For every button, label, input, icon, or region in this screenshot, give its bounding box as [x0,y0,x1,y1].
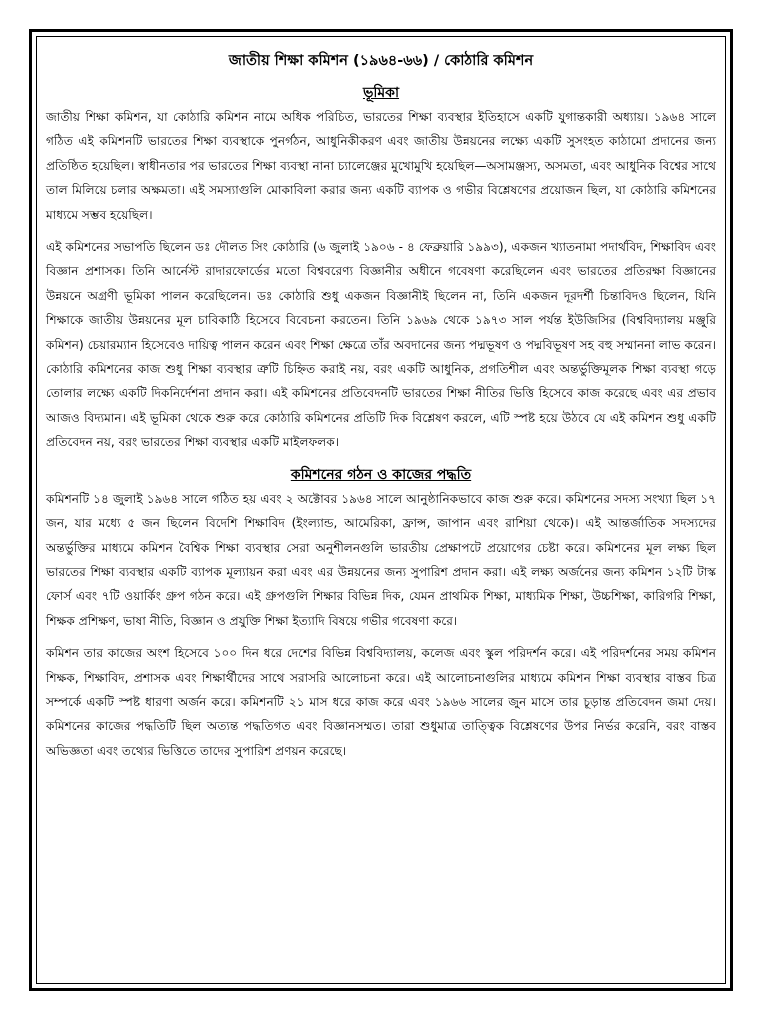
page-border-inner [36,36,726,984]
section-heading-formation [46,465,716,485]
section-heading-text: কমিশনের গঠন ও কাজের পদ্ধতি [290,466,472,483]
introduction-paragraph-1: জাতীয় শিক্ষা কমিশন, যা কোঠারি কমিশন নামে অধিক পরিচিত, ভারতের শিক্ষা ব্যবস্থার ইতিহাসে একটি যুগান্তকারী অধ্যায়। ১৯৬৪ সালে গঠিত এই কমিশনটি ভারতের শিক্ষা ব্যবস্থাকে পুনর্গঠন, আধুনিকীকরণ এবং জাতীয় উন্নয়নের লক্ষ্যে একটি সুসংহত কাঠামো প্রদানের জন্য প্রতিষ্ঠিত হয়েছিল। স্বাধীনতার পর ভারতের শিক্ষা ব্যবস্থা নানা চ্যালেঞ্জের মুখোমুখি হয়েছিল—অসামঞ্জস্য, অসমতা, এবং আধুনিক বিশ্বের সাথে তাল মিলিয়ে চলার অক্ষমতা। এই সমস্যাগুলি মোকাবিলা করার জন্য একটি ব্যাপক ও গভীর বিশ্লেষণের প্রয়োজন ছিল, যা কোঠারি কমিশনের মাধ্যমে সম্ভব হয়েছিল। [46,110,716,222]
document-title: জাতীয় শিক্ষা কমিশন (১৯৬৪-৬৬) / কোঠারি কমিশন [228,53,534,69]
formation-paragraph-1: কমিশনটি ১৪ জুলাই ১৯৬৪ সালে গঠিত হয় এবং ২ অক্টোবর ১৯৬৪ সালে আনুষ্ঠানিকভাবে কাজ শুরু করে। কমিশনের সদস্য সংখ্যা ছিল ১৭ জন, যার মধ্যে ৫ জন ছিলেন বিদেশি শিক্ষাবিদ (ইংল্যান্ড, আমেরিকা, ফ্রান্স, জাপান এবং রাশিয়া থেকে)। এই আন্তর্জাতিক সদস্যদের অন্তর্ভুক্তির মাধ্যমে কমিশন বৈশ্বিক শিক্ষা ব্যবস্থার সেরা অনুশীলনগুলি ভারতীয় প্রেক্ষাপটে প্রয়োগের চেষ্টা করে। কমিশনের মূল লক্ষ্য ছিল ভারতের শিক্ষা ব্যবস্থার একটি ব্যাপক মূল্যায়ন করা এবং এর উন্নয়নের জন্য সুপারিশ প্রদান করা। এই লক্ষ্য অর্জনের জন্য কমিশন ১২টি টাস্ক ফোর্স এবং ৭টি ওয়ার্কিং গ্রুপ গঠন করে। এই গ্রুপগুলি শিক্ষার বিভিন্ন দিক, যেমন প্রাথমিক শিক্ষা, মাধ্যমিক শিক্ষা, উচ্চশিক্ষা, কারিগরি শিক্ষা, শিক্ষক প্রশিক্ষণ, ভাষা নীতি, বিজ্ঞান ও প্রযুক্তি শিক্ষা ইত্যাদি বিষয়ে গভীর গবেষণা করে। [46,491,716,628]
section-heading-text: ভূমিকা [362,85,400,101]
page-border-outer [29,29,733,991]
section-heading-introduction [46,83,716,103]
introduction-paragraph-2: এই কমিশনের সভাপতি ছিলেন ডঃ দৌলত সিং কোঠারি (৬ জুলাই ১৯০৬ - ৪ ফেব্রুয়ারি ১৯৯৩), একজন খ্যাতনামা পদার্থবিদ, শিক্ষাবিদ এবং বিজ্ঞান প্রশাসক। তিনি আর্নেস্ট রাদারফোর্ডের মতো বিশ্ববরেণ্য বিজ্ঞানীর অধীনে গবেষণা করেছিলেন এবং ভারতের প্রতিরক্ষা বিজ্ঞানের উন্নয়নে অগ্রণী ভূমিকা পালন করেছিলেন। ডঃ কোঠারি শুধু একজন বিজ্ঞানীই ছিলেন না, তিনি একজন দূরদর্শী চিন্তাবিদও ছিলেন, যিনি শিক্ষাকে জাতীয় উন্নয়নের মূল চাবিকাঠি হিসেবে বিবেচনা করতেন। তিনি ১৯৬৯ থেকে ১৯৭৩ সাল পর্যন্ত ইউজিসির (বিশ্ববিদ্যালয় মঞ্জুরি কমিশন) চেয়ারম্যান হিসেবেও দায়িত্ব পালন করেন এবং শিক্ষা ক্ষেত্রে তাঁর অবদানের জন্য পদ্মভূষণ ও পদ্মবিভূষণ সহ বহু সম্মাননা লাভ করেন। কোঠারি কমিশনের কাজ শুধু শিক্ষা ব্যবস্থার ত্রুটি চিহ্নিত করাই নয়, বরং একটি আধুনিক, প্রগতিশীল এবং অন্তর্ভুক্তিমূলক শিক্ষা ব্যবস্থা গড়ে তোলার লক্ষ্যে একটি দিকনির্দেশনা প্রদান করা। এই কমিশনের প্রতিবেদনটি ভারতের শিক্ষা নীতির ভিত্তি হিসেবে কাজ করেছে এবং এর প্রভাব আজও বিদ্যমান। এই ভূমিকা থেকে শুরু করে কোঠারি কমিশনের প্রতিটি দিক বিশ্লেষণ করলে, এটি স্পষ্ট হয়ে উঠবে যে এই কমিশন শুধু একটি প্রতিবেদন নয়, বরং ভারতের শিক্ষা ব্যবস্থার একটি মাইলফলক। [46,240,716,450]
formation-paragraph-2: কমিশন তার কাজের অংশ হিসেবে ১০০ দিন ধরে দেশের বিভিন্ন বিশ্ববিদ্যালয়, কলেজ এবং স্কুল পরিদর্শন করে। এই পরিদর্শনের সময় কমিশন শিক্ষক, শিক্ষাবিদ, প্রশাসক এবং শিক্ষার্থীদের সাথে সরাসরি আলোচনা করে। এই আলোচনাগুলির মাধ্যমে কমিশন শিক্ষা ব্যবস্থার বাস্তব চিত্র সম্পর্কে একটি স্পষ্ট ধারণা অর্জন করে। কমিশনটি ২১ মাস ধরে কাজ করে এবং ১৯৬৬ সালের জুন মাসে তার চূড়ান্ত প্রতিবেদন জমা দেয়। কমিশনের কাজের পদ্ধতিটি ছিল অত্যন্ত পদ্ধতিগত এবং বিজ্ঞানসম্মত। তারা শুধুমাত্র তাত্ত্বিক বিশ্লেষণের উপর নির্ভর করেনি, বরং বাস্তব অভিজ্ঞতা এবং তথ্যের ভিত্তিতে তাদের সুপারিশ প্রণয়ন করেছে। [46,646,716,758]
